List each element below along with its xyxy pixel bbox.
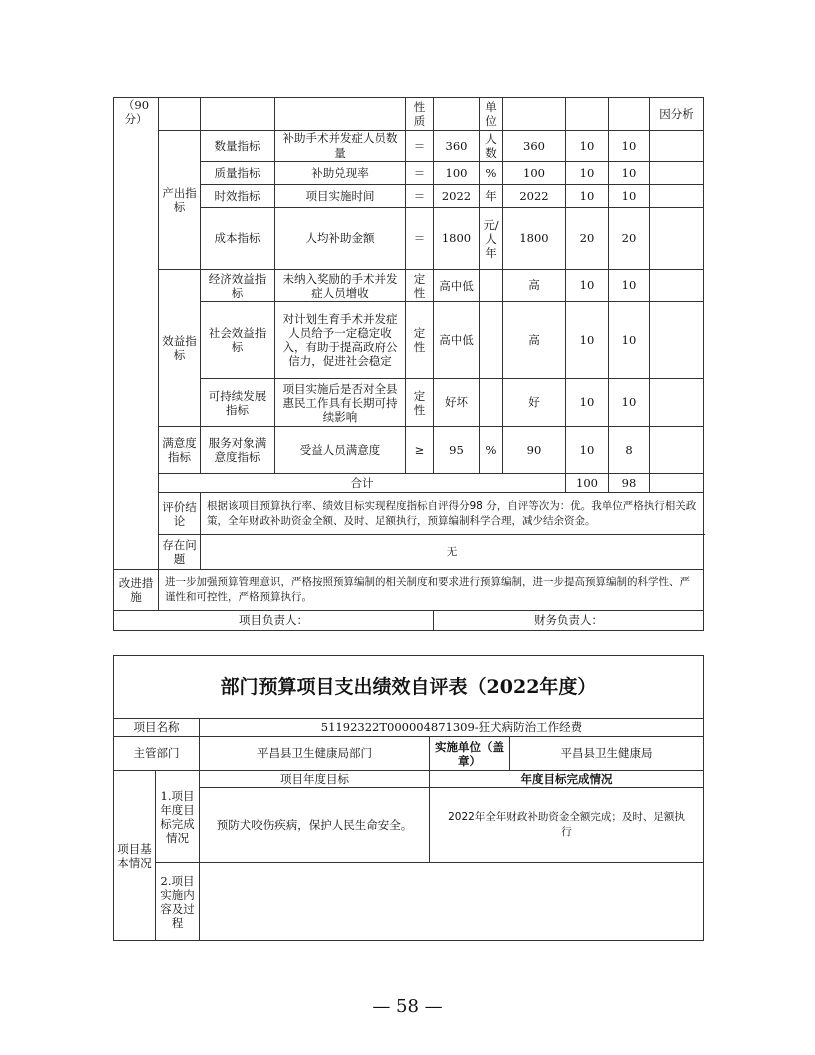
nature: ≥ xyxy=(406,427,434,474)
evaluation-row xyxy=(114,493,704,535)
table-row xyxy=(114,788,704,863)
indicator: 人均补助金额 xyxy=(275,208,406,270)
dept-label: 主管部门 xyxy=(114,737,200,771)
self-evaluation-form xyxy=(113,655,704,941)
group-benefit: 效益指标 xyxy=(159,270,201,427)
impl-unit: 平昌县卫生健康局 xyxy=(510,737,704,771)
nature: 定性 xyxy=(406,379,434,427)
secondary-indicator: 时效指标 xyxy=(201,185,275,208)
secondary-indicator: 数量指标 xyxy=(201,131,275,162)
indicator: 补助手术并发症人员数量 xyxy=(275,131,406,162)
indicator: 补助兑现率 xyxy=(275,162,406,185)
weight: 20 xyxy=(566,208,609,270)
actual-value: 高 xyxy=(503,302,566,379)
item1-label: 1.项目年度目标完成情况 xyxy=(156,771,200,863)
improvement-text: 进一步加强预算管理意识，严格按照预算编制的相关制度和要求进行预算编制，进一步提高预算编制的科学性、严谨性和可控性，严格预算执行。 xyxy=(159,570,704,611)
weight: 10 xyxy=(566,162,609,185)
actual-value: 1800 xyxy=(503,208,566,270)
weight: 10 xyxy=(566,131,609,162)
secondary-indicator: 社会效益指标 xyxy=(201,302,275,379)
target-value: 100 xyxy=(434,162,480,185)
performance-indicator-table xyxy=(113,97,704,631)
total-score: 98 xyxy=(609,474,650,493)
indicator: 未纳入奖励的手术并发症人员增收 xyxy=(275,270,406,302)
unit: 元/人年 xyxy=(480,208,503,270)
unit: % xyxy=(480,427,503,474)
title-row xyxy=(114,656,704,719)
score: 8 xyxy=(609,427,650,474)
completion-text: 2022年全年财政补助资金全额完成；及时、足额执行 xyxy=(430,788,704,863)
evaluation-label: 评价结论 xyxy=(159,493,201,535)
completion-header: 年度目标完成情况 xyxy=(430,771,704,788)
header-reason: 因分析 xyxy=(650,98,704,131)
finance-lead-label: 财务负责人： xyxy=(434,611,704,631)
actual-value: 高 xyxy=(503,270,566,302)
nature: ＝ xyxy=(406,162,434,185)
actual-value: 2022 xyxy=(503,185,566,208)
weight: 10 xyxy=(566,302,609,379)
actual-value: 好 xyxy=(503,379,566,427)
target-value: 95 xyxy=(434,427,480,474)
table-row xyxy=(114,863,704,941)
problems-label: 存在问题 xyxy=(159,535,201,570)
actual-value: 90 xyxy=(503,427,566,474)
table-row xyxy=(114,737,704,771)
nature: ＝ xyxy=(406,208,434,270)
table-row xyxy=(114,427,704,474)
basic-info-label: 项目基本情况 xyxy=(114,771,156,941)
score: 10 xyxy=(609,185,650,208)
unit: % xyxy=(480,162,503,185)
goal-header: 项目年度目标 xyxy=(200,771,430,788)
total-weight: 100 xyxy=(566,474,609,493)
project-name-label: 项目名称 xyxy=(114,719,200,737)
project-name: 51192322T000004871309-狂犬病防治工作经费 xyxy=(200,719,704,737)
item2-content xyxy=(200,863,704,941)
target-value: 2022 xyxy=(434,185,480,208)
score: 10 xyxy=(609,131,650,162)
unit: 年 xyxy=(480,185,503,208)
indicator: 项目实施后是否对全县惠民工作具有长期可持续影响 xyxy=(275,379,406,427)
improvement-label: 改进措施 xyxy=(114,570,159,611)
secondary-indicator: 可持续发展指标 xyxy=(201,379,275,427)
goal-text: 预防犬咬伤疾病，保护人民生命安全。 xyxy=(200,788,430,863)
unit xyxy=(480,379,503,427)
target-value: 360 xyxy=(434,131,480,162)
table-row xyxy=(114,302,704,379)
table-row xyxy=(114,270,704,302)
evaluation-text: 根据该项目预算执行率、绩效目标实现程度指标自评得分98 分，自评等次为：优。我单位严格执行相关政策，全年财政补助资金全额、及时、足额执行，预算编制科学合理，减少结余资金。 xyxy=(201,493,704,535)
table-row xyxy=(114,379,704,427)
indicator: 受益人员满意度 xyxy=(275,427,406,474)
item2-label: 2.项目实施内容及过程 xyxy=(156,863,200,941)
secondary-indicator: 经济效益指标 xyxy=(201,270,275,302)
target-value: 高中低 xyxy=(434,302,480,379)
form-title: 部门预算项目支出绩效自评表（2022年度） xyxy=(114,656,704,719)
impl-unit-label: 实施单位（盖章） xyxy=(430,737,510,771)
score-label-cell: （90分） xyxy=(114,98,159,570)
weight: 10 xyxy=(566,270,609,302)
target-value: 好坏 xyxy=(434,379,480,427)
unit xyxy=(480,270,503,302)
score: 10 xyxy=(609,270,650,302)
problems-text: 无 xyxy=(201,535,704,570)
weight: 10 xyxy=(566,379,609,427)
table-row xyxy=(114,771,704,788)
secondary-indicator: 服务对象满意度指标 xyxy=(201,427,275,474)
actual-value: 360 xyxy=(503,131,566,162)
header-nature: 性质 xyxy=(406,98,434,131)
indicator: 对计划生育手术并发症人员给予一定稳定收入，有助于提高政府公信力，促进社会稳定 xyxy=(275,302,406,379)
score: 10 xyxy=(609,302,650,379)
score: 20 xyxy=(609,208,650,270)
table-row xyxy=(114,162,704,185)
indicator: 项目实施时间 xyxy=(275,185,406,208)
problems-row xyxy=(114,535,704,570)
signature-row xyxy=(114,611,704,631)
table-row xyxy=(114,719,704,737)
page-number: — 58 — xyxy=(372,996,443,1017)
score: 10 xyxy=(609,379,650,427)
improvement-row xyxy=(114,570,704,611)
group-output: 产出指标 xyxy=(159,131,201,270)
secondary-indicator: 质量指标 xyxy=(201,162,275,185)
nature: ＝ xyxy=(406,185,434,208)
project-lead-label: 项目负责人： xyxy=(114,611,434,631)
unit xyxy=(480,302,503,379)
nature: 定性 xyxy=(406,302,434,379)
secondary-indicator: 成本指标 xyxy=(201,208,275,270)
nature: ＝ xyxy=(406,131,434,162)
table-row xyxy=(114,131,704,162)
total-label: 合计 xyxy=(159,474,566,493)
table-row xyxy=(114,98,704,131)
target-value: 高中低 xyxy=(434,270,480,302)
target-value: 1800 xyxy=(434,208,480,270)
weight: 10 xyxy=(566,185,609,208)
group-satisfaction: 满意度指标 xyxy=(159,427,201,474)
unit: 人数 xyxy=(480,131,503,162)
table-row xyxy=(114,208,704,270)
weight: 10 xyxy=(566,427,609,474)
total-row xyxy=(114,474,704,493)
header-unit: 单位 xyxy=(480,98,503,131)
dept-name: 平昌县卫生健康局部门 xyxy=(200,737,430,771)
nature: 定性 xyxy=(406,270,434,302)
score: 10 xyxy=(609,162,650,185)
actual-value: 100 xyxy=(503,162,566,185)
table-row xyxy=(114,185,704,208)
